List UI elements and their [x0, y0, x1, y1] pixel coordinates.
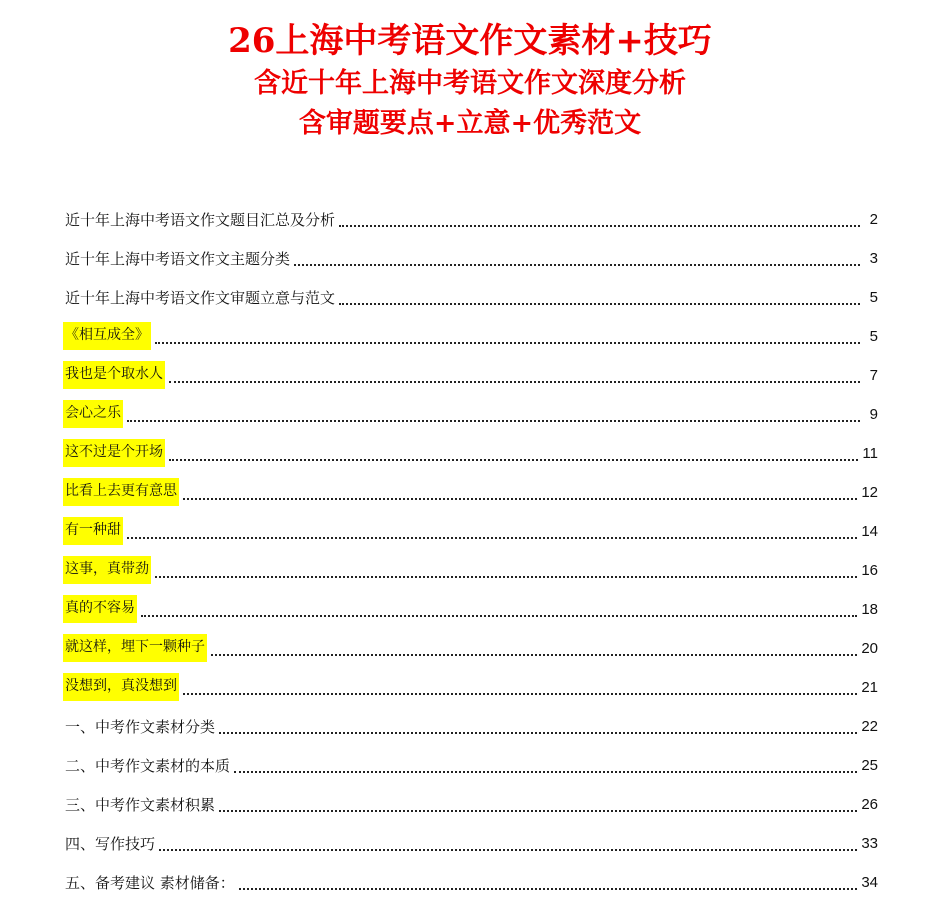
toc-entry-label[interactable]: 会心之乐 — [63, 400, 123, 428]
dot-leader — [155, 575, 857, 578]
toc-entry-label[interactable]: 我也是个取水人 — [63, 361, 165, 389]
toc-entry-label[interactable]: 一、中考作文素材分类 — [65, 718, 216, 736]
dot-leader — [183, 692, 857, 695]
dot-leader — [169, 380, 860, 383]
dot-leader — [159, 848, 857, 851]
toc-entry-page-number[interactable]: 16 — [861, 562, 878, 579]
dot-leader — [339, 224, 860, 227]
toc-entry-page-number[interactable]: 5 — [869, 328, 878, 345]
toc-entry-label[interactable]: 比看上去更有意思 — [63, 478, 179, 506]
toc-entry-label[interactable]: 二、中考作文素材的本质 — [65, 757, 231, 775]
toc-entry-label[interactable]: 就这样，埋下一颗种子 — [63, 634, 207, 662]
toc-entry-page-number[interactable]: 11 — [862, 445, 878, 462]
toc-entry-page-number[interactable]: 25 — [861, 757, 878, 774]
toc-entry[interactable] — [65, 623, 878, 662]
toc-entry-label[interactable]: 有一种甜 — [63, 517, 123, 545]
toc-entry-page-number[interactable]: 3 — [869, 250, 878, 267]
toc-entry-label[interactable]: 五、备考建议 素材储备： — [65, 874, 235, 892]
toc-entry[interactable] — [65, 506, 878, 545]
toc-entry-label[interactable]: 三、中考作文素材积累 — [65, 796, 216, 814]
dot-leader — [183, 497, 857, 500]
document-title: 26上海中考语文作文素材+技巧 — [228, 21, 712, 61]
toc-entry-page-number[interactable]: 2 — [869, 211, 878, 228]
toc-entry-page-number[interactable]: 22 — [861, 718, 878, 735]
table-of-contents — [65, 194, 878, 896]
toc-entry-page-number[interactable]: 33 — [861, 835, 878, 852]
toc-entry[interactable] — [65, 818, 878, 857]
toc-entry[interactable] — [65, 701, 878, 740]
toc-entry-label[interactable]: 《相互成全》 — [63, 322, 151, 350]
toc-entry-page-number[interactable]: 26 — [861, 796, 878, 813]
toc-entry-page-number[interactable]: 34 — [861, 874, 878, 891]
toc-entry-label[interactable]: 没想到，真没想到 — [63, 673, 179, 701]
toc-entry[interactable] — [65, 428, 878, 467]
toc-entry[interactable] — [65, 389, 878, 428]
toc-entry-label[interactable]: 真的不容易 — [63, 595, 137, 623]
toc-entry[interactable] — [65, 545, 878, 584]
toc-entry-page-number[interactable]: 21 — [861, 679, 878, 696]
toc-entry-page-number[interactable]: 20 — [861, 640, 878, 657]
toc-entry-page-number[interactable]: 7 — [869, 367, 878, 384]
toc-entry-page-number[interactable]: 14 — [861, 523, 878, 540]
toc-entry-page-number[interactable]: 18 — [861, 601, 878, 618]
dot-leader — [239, 887, 858, 890]
dot-leader — [141, 614, 857, 617]
title-block — [0, 18, 940, 144]
toc-entry-page-number[interactable]: 9 — [869, 406, 878, 423]
dot-leader — [234, 770, 857, 773]
toc-entry[interactable] — [65, 857, 878, 896]
dot-leader — [127, 536, 857, 539]
toc-entry[interactable] — [65, 272, 878, 311]
toc-entry-label[interactable]: 近十年上海中考语文作文审题立意与范文 — [65, 289, 336, 307]
toc-entry[interactable] — [65, 194, 878, 233]
toc-entry-page-number[interactable]: 5 — [869, 289, 878, 306]
dot-leader — [219, 731, 857, 734]
toc-entry[interactable] — [65, 740, 878, 779]
toc-entry[interactable] — [65, 311, 878, 350]
toc-entry[interactable] — [65, 350, 878, 389]
toc-entry[interactable] — [65, 467, 878, 506]
dot-leader — [219, 809, 857, 812]
toc-entry-label[interactable]: 近十年上海中考语文作文主题分类 — [65, 250, 291, 268]
dot-leader — [169, 458, 858, 461]
toc-entry[interactable] — [65, 662, 878, 701]
toc-entry[interactable] — [65, 584, 878, 623]
toc-entry-page-number[interactable]: 12 — [861, 484, 878, 501]
toc-entry-label[interactable]: 四、写作技巧 — [65, 835, 156, 853]
dot-leader — [155, 341, 860, 344]
dot-leader — [127, 419, 860, 422]
toc-entry-label[interactable]: 这事，真带劲 — [63, 556, 151, 584]
toc-entry[interactable] — [65, 779, 878, 818]
toc-entry-label[interactable]: 近十年上海中考语文作文题目汇总及分析 — [65, 211, 336, 229]
toc-entry[interactable] — [65, 233, 878, 272]
document-subtitle-2: 含审题要点+立意+优秀范文 — [298, 108, 642, 139]
toc-entry-label[interactable]: 这不过是个开场 — [63, 439, 165, 467]
document-subtitle-1: 含近十年上海中考语文作文深度分析 — [254, 68, 686, 99]
dot-leader — [339, 302, 860, 305]
dot-leader — [294, 263, 860, 266]
dot-leader — [211, 653, 857, 656]
